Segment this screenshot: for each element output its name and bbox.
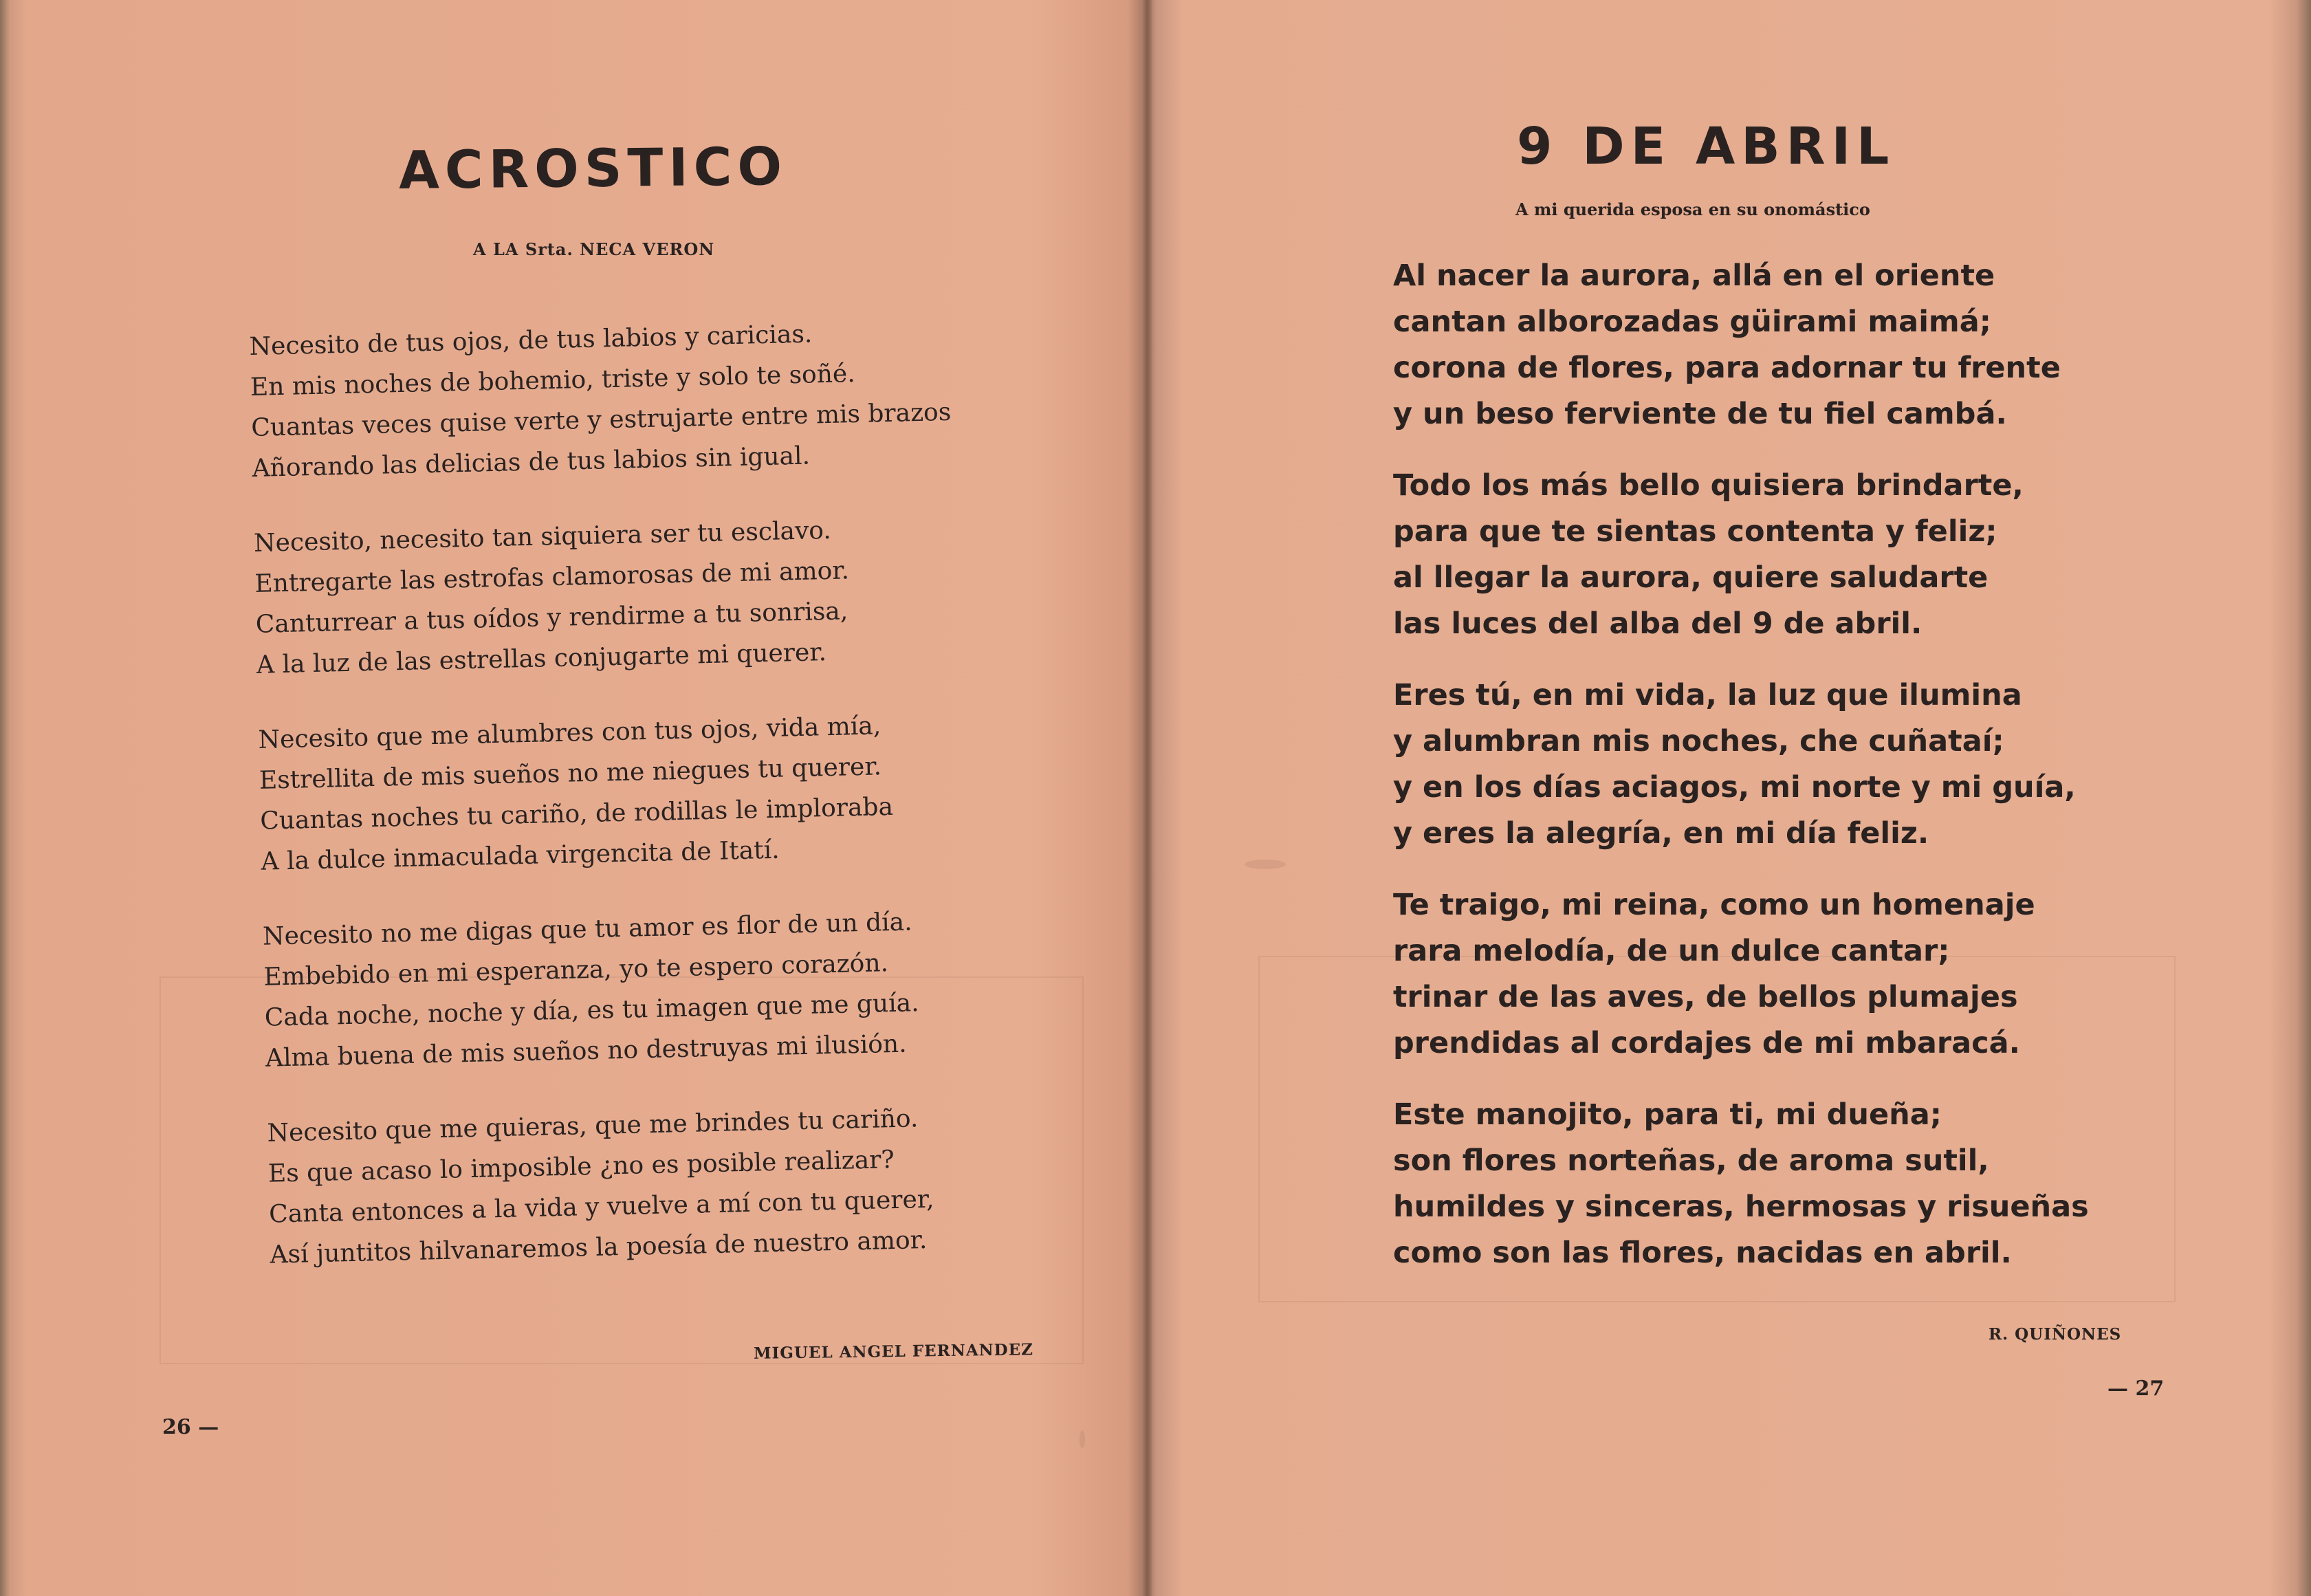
- poem-title: 9 DE ABRIL: [1517, 117, 1896, 176]
- poem-body: [249, 309, 1055, 1309]
- verse-line: como son las flores, nacidas en abril.: [1393, 1236, 2012, 1270]
- verse-line: Es que acaso lo imposible ¿no es posible realizar?: [267, 1146, 895, 1188]
- stanza: [262, 899, 1049, 1079]
- verse-line: Así juntitos hilvanaremos la poesía de nuestro amor.: [270, 1225, 928, 1269]
- poem-title: ACROSTICO: [398, 135, 788, 201]
- verse-line: En mis noches de bohemio, triste y solo te soñé.: [250, 360, 856, 402]
- verse-line: Todo los más bello quisiera brindarte,: [1393, 468, 2024, 503]
- verse-line: Cada noche, noche y día, es tu imagen que me guía.: [264, 989, 919, 1032]
- stanza: [249, 309, 1036, 489]
- verse-line: y eres la alegría, en mi día feliz.: [1393, 816, 1929, 851]
- verse-line: Eres tú, en mi vida, la luz que ilumina: [1393, 678, 2022, 712]
- stanza: [1393, 253, 2218, 437]
- page-number: 26 —: [162, 1415, 219, 1439]
- page-number: — 27: [2107, 1377, 2165, 1401]
- verse-line: cantan alborozadas güirami maimá;: [1393, 305, 1991, 339]
- verse-line: prendidas al cordajes de mi mbaracá.: [1393, 1026, 2020, 1060]
- verse-line: Estrellita de mis sueños no me niegues tu querer.: [259, 752, 882, 795]
- poem-dedication: A LA Srta. NECA VERON: [473, 239, 715, 259]
- stanza: [1393, 1092, 2218, 1276]
- verse-line: Alma buena de mis sueños no destruyas mi ilusión.: [265, 1029, 907, 1073]
- verse-line: A la dulce inmaculada virgencita de Itatí.: [261, 835, 780, 876]
- verse-line: Cuantas noches tu cariño, de rodillas le imploraba: [259, 792, 894, 835]
- verse-line: Embebido en mi esperanza, yo te espero corazón.: [263, 949, 889, 992]
- poem-author: MIGUEL ANGEL FERNANDEZ: [753, 1340, 1034, 1363]
- verse-line: Te traigo, mi reina, como un homenaje: [1393, 888, 2035, 922]
- verse-line: y alumbran mis noches, che cuñataí;: [1393, 724, 2004, 758]
- stanza: [267, 1095, 1054, 1276]
- verse-line: Al nacer la aurora, allá en el oriente: [1393, 259, 1995, 293]
- verse-line: corona de flores, para adornar tu frente: [1393, 351, 2061, 385]
- verse-line: Añorando las delicias de tus labios sin igual.: [252, 441, 811, 483]
- verse-line: y un beso ferviente de tu fiel cambá.: [1393, 397, 2007, 431]
- verse-line: Este manojito, para ti, mi dueña;: [1393, 1097, 1942, 1132]
- left-page: [0, 0, 1148, 1596]
- verse-line: Necesito, necesito tan siquiera ser tu esclavo.: [253, 516, 832, 558]
- verse-line: humildes y sinceras, hermosas y risueñas: [1393, 1190, 2089, 1224]
- verse-line: Cuantas veces quise verte y estrujarte entre mis brazos: [250, 397, 952, 442]
- stanza: [1393, 882, 2218, 1067]
- poem-author: R. QUIÑONES: [1989, 1325, 2122, 1344]
- poem-body: [1393, 253, 2218, 1302]
- stanza: [253, 505, 1040, 686]
- verse-line: y en los días aciagos, mi norte y mi guía,: [1393, 770, 2076, 805]
- stanza: [1393, 673, 2218, 857]
- verse-line: Entregarte las estrofas clamorosas de mi amor.: [254, 556, 850, 598]
- verse-line: Necesito de tus ojos, de tus labios y caricias.: [249, 320, 813, 361]
- verse-line: A la luz de las estrellas conjugarte mi querer.: [256, 638, 827, 679]
- verse-line: Necesito que me quieras, que me brindes tu cariño.: [267, 1104, 919, 1148]
- verse-line: trinar de las aves, de bellos plumajes: [1393, 980, 2018, 1014]
- stanza: [258, 702, 1045, 882]
- verse-line: rara melodía, de un dulce cantar;: [1393, 934, 1950, 968]
- verse-line: las luces del alba del 9 de abril.: [1393, 606, 1923, 641]
- poem-dedication: A mi querida esposa en su onomástico: [1515, 199, 1870, 219]
- verse-line: son flores norteñas, de aroma sutil,: [1393, 1144, 1989, 1178]
- verse-line: Necesito que me alumbres con tus ojos, vida mía,: [258, 712, 881, 754]
- verse-line: Canturrear a tus oídos y rendirme a tu sonrisa,: [255, 597, 848, 639]
- stanza: [1393, 463, 2218, 647]
- verse-line: para que te sientas contenta y feliz;: [1393, 514, 1997, 549]
- verse-line: al llegar la aurora, quiere saludarte: [1393, 560, 1989, 595]
- verse-line: Necesito no me digas que tu amor es flor de un día.: [262, 908, 913, 951]
- verse-line: Canta entonces a la vida y vuelve a mí con tu querer,: [268, 1185, 934, 1229]
